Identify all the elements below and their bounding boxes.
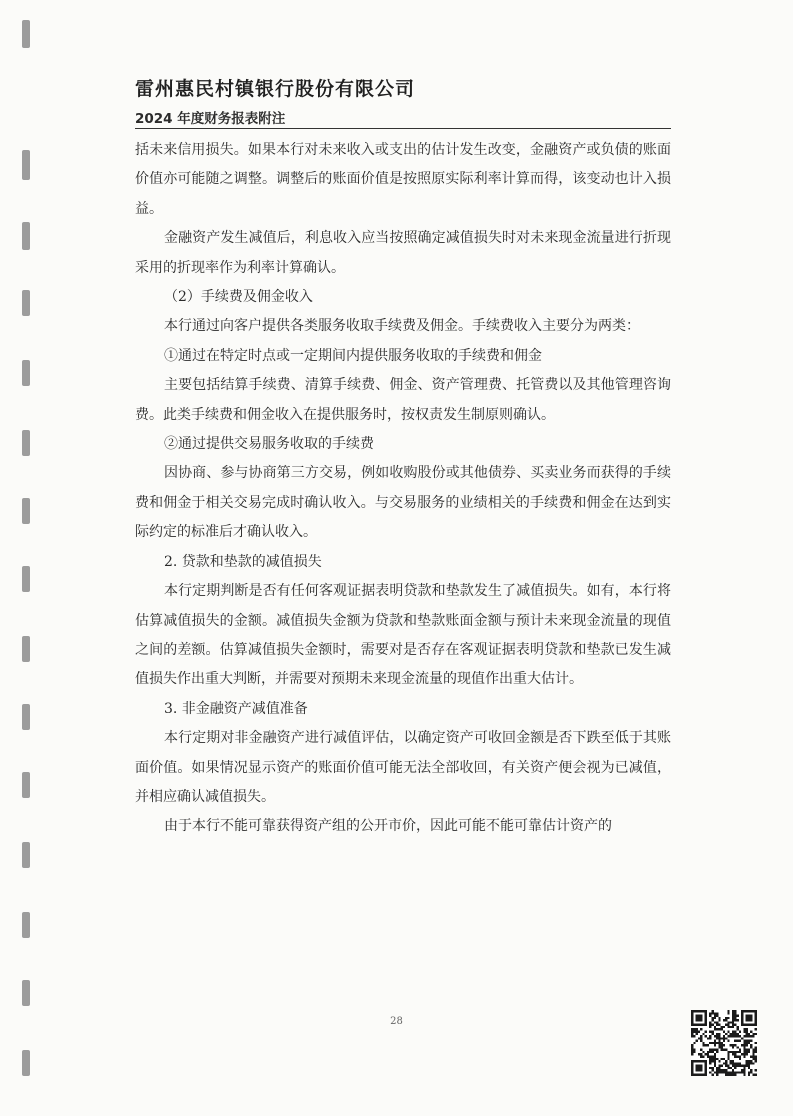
binding-mark <box>22 636 30 662</box>
paragraph: 金融资产发生减值后，利息收入应当按照确定减值损失时对未来现金流量进行折现采用的折现率作为利率计算确认。 <box>135 230 671 276</box>
qr-code-icon <box>691 1010 757 1076</box>
binding-mark <box>22 772 30 798</box>
binding-mark <box>22 704 30 730</box>
section-heading: 3. 非金融资产减值准备 <box>164 700 308 717</box>
binding-mark <box>22 430 30 456</box>
binding-mark <box>22 150 30 180</box>
binding-mark <box>22 980 30 1006</box>
paragraph: 括未来信用损失。如果本行对未来收入或支出的估计发生改变，金融资产或负债的账面价值亦可能随之调整。调整后的账面价值是按照原实际利率计算而得，该变动也计入损益。 <box>135 142 671 217</box>
binding-mark <box>22 222 30 250</box>
binding-mark <box>22 498 30 524</box>
list-item: ②通过提供交易服务收取的手续费 <box>164 436 374 453</box>
page-header <box>135 74 671 127</box>
binding-mark <box>22 20 30 48</box>
binding-mark <box>22 1050 30 1076</box>
paragraph: 主要包括结算手续费、清算手续费、佣金、资产管理费、托管费以及其他管理咨询费。此类手续费和佣金收入在提供服务时，按权责发生制原则确认。 <box>135 377 671 423</box>
section-heading: 2. 贷款和垫款的减值损失 <box>164 553 322 570</box>
body-text <box>135 136 671 842</box>
report-subtitle: 2024 年度财务报表附注 <box>135 111 286 127</box>
binding-mark <box>22 912 30 938</box>
binding-mark <box>22 566 30 592</box>
binding-mark <box>22 290 30 316</box>
paragraph: 本行定期对非金融资产进行减值评估，以确定资产可收回金额是否下跌至低于其账面价值。如果情况显示资产的账面价值可能无法全部收回，有关资产便会视为已减值，并相应确认减值损失。 <box>135 730 671 805</box>
paragraph: 由于本行不能可靠获得资产组的公开市价，因此可能不能可靠估计资产的 <box>164 818 612 835</box>
paragraph: 因协商、参与协商第三方交易，例如收购股份或其他债券、买卖业务而获得的手续费和佣金于相关交易完成时确认收入。与交易服务的业绩相关的手续费和佣金在达到实际约定的标准后才确认收入。 <box>135 465 671 541</box>
paragraph: 本行定期判断是否有任何客观证据表明贷款和垫款发生了减值损失。如有，本行将估算减值损失的金额。减值损失金额为贷款和垫款账面金额与预计未来现金流量的现值之间的差额。估算减值损失金额时，需要对是否存在客观证据表明贷款和垫款已发生减值损失作出重大判断，并需要对预期未来现金流量的现值作出重大估计。 <box>135 583 671 688</box>
paragraph: 本行通过向客户提供各类服务收取手续费及佣金。手续费收入主要分为两类： <box>164 318 640 335</box>
binding-mark <box>22 842 30 868</box>
section-heading: （2）手续费及佣金收入 <box>164 289 313 306</box>
binding-mark <box>22 360 30 386</box>
company-name: 雷州惠民村镇银行股份有限公司 <box>135 78 416 100</box>
header-rule <box>135 128 671 129</box>
page-number: 28 <box>390 1016 403 1027</box>
list-item: ①通过在特定时点或一定期间内提供服务收取的手续费和佣金 <box>164 347 542 364</box>
